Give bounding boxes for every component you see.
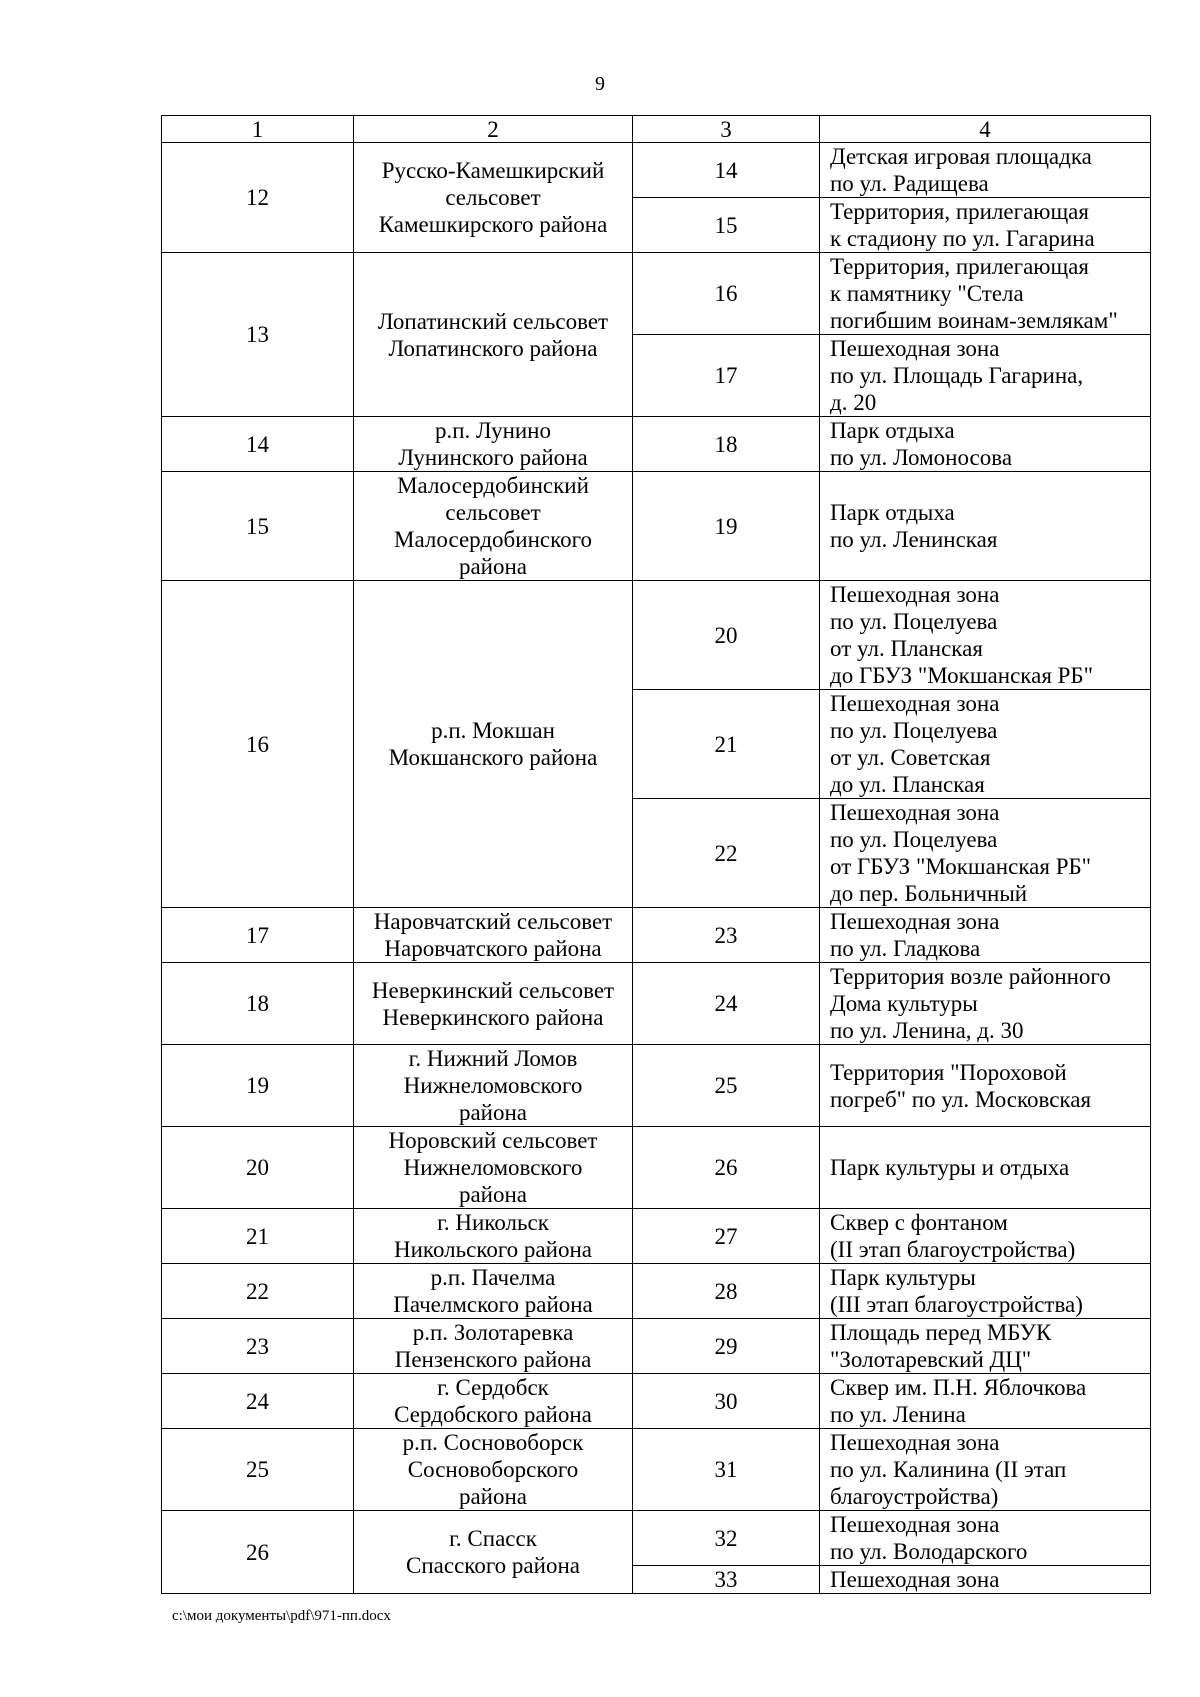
object-number-cell: 27	[633, 1209, 820, 1264]
cell-text-line: Пешеходная зона	[830, 1567, 1000, 1592]
cell-text-line: Пешеходная зона	[830, 1430, 1000, 1455]
cell-text-line: Русско-Камешкирский	[381, 158, 605, 183]
cell-text-line: р.п. Сосновоборск	[402, 1430, 584, 1455]
cell-text-line: Пензенского района	[394, 1347, 592, 1372]
municipality-cell	[354, 472, 633, 581]
object-number-cell: 24	[633, 963, 820, 1045]
object-number-cell: 16	[633, 253, 820, 335]
cell-text-line: Пешеходная зона	[830, 336, 1000, 361]
cell-text-line: Сосновоборского	[407, 1457, 579, 1482]
cell-text-line: Малосердобинский	[397, 473, 589, 498]
object-number-cell: 33	[633, 1566, 820, 1594]
object-description-cell	[820, 1209, 1151, 1264]
object-number-cell: 23	[633, 908, 820, 963]
table-row	[162, 1511, 1151, 1566]
cell-text-line: Территория "Пороховой	[830, 1059, 1067, 1085]
cell-text-line: Сквер с фонтаном	[830, 1210, 1008, 1235]
municipality-cell	[354, 963, 633, 1045]
cell-text-line: к стадиону по ул. Гагарина	[830, 226, 1095, 251]
cell-text-line: погреб" по ул. Московская	[830, 1086, 1092, 1112]
row-number-cell: 15	[162, 472, 354, 581]
cell-text-line: Детская игровая площадка	[830, 144, 1092, 169]
object-number-cell: 22	[633, 799, 820, 908]
municipality-cell	[354, 1264, 633, 1319]
cell-text-line: сельсовет	[445, 185, 541, 210]
table-row	[162, 1209, 1151, 1264]
table-row	[162, 963, 1151, 1045]
object-description-cell	[820, 1045, 1151, 1127]
cell-text-line: Никольского района	[394, 1237, 592, 1262]
row-number-cell: 17	[162, 908, 354, 963]
cell-text-line: (III этап благоустройства)	[830, 1292, 1083, 1317]
object-description-cell	[820, 799, 1151, 908]
row-number-cell: 19	[162, 1045, 354, 1127]
cell-text-line: по ул. Поцелуева	[830, 718, 998, 743]
object-number-cell: 29	[633, 1319, 820, 1374]
municipality-cell	[354, 1319, 633, 1374]
object-number-cell: 25	[633, 1045, 820, 1127]
object-number-cell: 32	[633, 1511, 820, 1566]
cell-text-line: сельсовет	[445, 500, 541, 525]
cell-text-line: г. Сердобск	[437, 1375, 549, 1400]
table-row	[162, 417, 1151, 472]
header-cell-3: 3	[633, 116, 820, 143]
municipality-cell	[354, 1127, 633, 1209]
cell-text-line: Мокшанского района	[388, 745, 598, 770]
cell-text-line: Парк отдыха	[830, 418, 955, 443]
object-description-cell	[820, 963, 1151, 1045]
municipality-cell	[354, 143, 633, 253]
row-number-cell: 16	[162, 581, 354, 908]
cell-text-line: Пешеходная зона	[830, 1512, 1000, 1537]
table-row	[162, 253, 1151, 335]
cell-text-line: г. Спасск	[449, 1526, 537, 1551]
object-description-cell	[820, 1429, 1151, 1511]
object-description-cell	[820, 1511, 1151, 1566]
cell-text-line: р.п. Пачелма	[430, 1265, 556, 1290]
table-row	[162, 1045, 1151, 1127]
cell-text-line: района	[458, 554, 528, 579]
cell-text-line: д. 20	[830, 390, 877, 415]
table-row	[162, 1127, 1151, 1209]
object-description-cell	[820, 1127, 1151, 1209]
cell-text-line: по ул. Ленина, д. 30	[830, 1018, 1024, 1043]
row-number-cell: 21	[162, 1209, 354, 1264]
cell-text-line: Парк отдыха	[830, 500, 955, 525]
object-description-cell	[820, 581, 1151, 690]
document-file-path: c:\мои документы\pdf\971-пп.docx	[172, 1608, 391, 1624]
header-cell-1: 1	[162, 116, 354, 143]
object-description-cell	[820, 198, 1151, 253]
table-row	[162, 1429, 1151, 1511]
cell-text-line: р.п. Золотаревка	[412, 1320, 574, 1345]
municipality-cell	[354, 1429, 633, 1511]
cell-text-line: Нижнеломовского	[403, 1073, 583, 1098]
page-number: 9	[595, 73, 605, 95]
cell-text-line: Неверкинского района	[382, 1004, 604, 1030]
object-number-cell: 30	[633, 1374, 820, 1429]
cell-text-line: Пешеходная зона	[830, 800, 1000, 825]
object-description-cell	[820, 690, 1151, 799]
cell-text-line: Лопатинский сельсовет	[377, 308, 609, 334]
cell-text-line: по ул. Поцелуева	[830, 609, 998, 634]
cell-text-line: по ул. Площадь Гагарина,	[830, 363, 1084, 388]
cell-text-line: Территория возле районного	[830, 964, 1111, 989]
table-row	[162, 1374, 1151, 1429]
cell-text-line: Камешкирского района	[378, 212, 608, 237]
cell-text-line: по ул. Гладкова	[830, 936, 981, 961]
object-description-cell	[820, 1319, 1151, 1374]
cell-text-line: Пешеходная зона	[830, 691, 1000, 716]
cell-text-line: г. Никольск	[437, 1210, 549, 1235]
object-number-cell: 28	[633, 1264, 820, 1319]
object-number-cell: 19	[633, 472, 820, 581]
cell-text-line: Нижнеломовского	[403, 1155, 583, 1180]
cell-text-line: Пешеходная зона	[830, 909, 1000, 934]
object-number-cell: 17	[633, 335, 820, 417]
cell-text-line: по ул. Ломоносова	[830, 445, 1013, 470]
table-row	[162, 1319, 1151, 1374]
cell-text-line: по ул. Радищева	[830, 171, 989, 196]
row-number-cell: 13	[162, 253, 354, 417]
cell-text-line: района	[458, 1484, 528, 1509]
cell-text-line: от ул. Планская	[830, 636, 983, 661]
object-description-cell	[820, 1374, 1151, 1429]
municipality-cell	[354, 253, 633, 417]
row-number-cell: 18	[162, 963, 354, 1045]
object-number-cell: 14	[633, 143, 820, 198]
cell-text-line: по ул. Калинина (II этап	[830, 1457, 1067, 1482]
cell-text-line: (II этап благоустройства)	[830, 1237, 1076, 1262]
municipality-cell	[354, 417, 633, 472]
cell-text-line: по ул. Поцелуева	[830, 827, 998, 852]
municipality-cell	[354, 908, 633, 963]
cell-text-line: р.п. Мокшан	[431, 718, 555, 743]
row-number-cell: 23	[162, 1319, 354, 1374]
cell-text-line: Неверкинский сельсовет	[371, 977, 615, 1003]
object-number-cell: 31	[633, 1429, 820, 1511]
cell-text-line: по ул. Володарского	[830, 1539, 1028, 1564]
document-table	[161, 115, 1151, 1594]
table-row	[162, 908, 1151, 963]
cell-text-line: Парк культуры	[830, 1265, 976, 1290]
row-number-cell: 22	[162, 1264, 354, 1319]
table-row	[162, 581, 1151, 690]
object-description-cell	[820, 472, 1151, 581]
cell-text-line: к памятнику "Стела	[830, 281, 1024, 306]
cell-text-line: Лунинского района	[398, 445, 588, 470]
cell-text-line: Наровчатский сельсовет	[373, 909, 613, 934]
object-description-cell	[820, 417, 1151, 472]
cell-text-line: по ул. Ленинская	[830, 527, 998, 552]
cell-text-line: погибшим воинам-землякам"	[830, 308, 1118, 333]
header-cell-4: 4	[820, 116, 1151, 143]
cell-text-line: Дома культуры	[830, 991, 978, 1016]
cell-text-line: Пешеходная зона	[830, 582, 1000, 607]
cell-text-line: от ГБУЗ "Мокшанская РБ"	[830, 854, 1092, 879]
object-description-cell	[820, 143, 1151, 198]
cell-text-line: по ул. Ленина	[830, 1402, 966, 1427]
row-number-cell: 20	[162, 1127, 354, 1209]
row-number-cell: 25	[162, 1429, 354, 1511]
object-number-cell: 15	[633, 198, 820, 253]
cell-text-line: Сердобского района	[394, 1402, 592, 1427]
object-description-cell	[820, 908, 1151, 963]
municipality-cell	[354, 1511, 633, 1594]
cell-text-line: до ул. Планская	[830, 772, 985, 797]
object-number-cell: 21	[633, 690, 820, 799]
cell-text-line: Территория, прилегающая	[830, 199, 1089, 224]
table-row	[162, 1264, 1151, 1319]
municipality-cell	[354, 1374, 633, 1429]
table-row	[162, 472, 1151, 581]
cell-text-line: Парк культуры и отдыха	[830, 1155, 1070, 1180]
row-number-cell: 24	[162, 1374, 354, 1429]
cell-text-line: Наровчатского района	[384, 936, 602, 961]
cell-text-line: Лопатинского района	[388, 335, 598, 361]
object-description-cell	[820, 1566, 1151, 1594]
object-number-cell: 26	[633, 1127, 820, 1209]
object-description-cell	[820, 253, 1151, 335]
cell-text-line: от ул. Советская	[830, 745, 991, 770]
municipality-cell	[354, 581, 633, 908]
cell-text-line: благоустройства)	[830, 1484, 999, 1509]
header-cell-2: 2	[354, 116, 633, 143]
row-number-cell: 26	[162, 1511, 354, 1594]
object-number-cell: 20	[633, 581, 820, 690]
object-description-cell	[820, 335, 1151, 417]
table-row	[162, 143, 1151, 198]
cell-text-line: района	[458, 1100, 528, 1125]
cell-text-line: Спасского района	[406, 1553, 580, 1578]
cell-text-line: р.п. Лунино	[434, 418, 551, 443]
cell-text-line: Пачелмского района	[393, 1292, 593, 1317]
cell-text-line: до ГБУЗ "Мокшанская РБ"	[830, 663, 1094, 688]
row-number-cell: 12	[162, 143, 354, 253]
table-header-row	[162, 116, 1151, 143]
cell-text-line: района	[458, 1182, 528, 1207]
cell-text-line: Малосердобинского	[394, 527, 592, 552]
municipality-cell	[354, 1045, 633, 1127]
object-number-cell: 18	[633, 417, 820, 472]
cell-text-line: Территория, прилегающая	[830, 254, 1089, 279]
object-description-cell	[820, 1264, 1151, 1319]
cell-text-line: Площадь перед МБУК	[830, 1320, 1052, 1345]
cell-text-line: г. Нижний Ломов	[408, 1046, 578, 1071]
row-number-cell: 14	[162, 417, 354, 472]
municipality-cell	[354, 1209, 633, 1264]
cell-text-line: Норовский сельсовет	[388, 1128, 598, 1153]
cell-text-line: до пер. Больничный	[830, 881, 1028, 906]
cell-text-line: "Золотаревский ДЦ"	[830, 1347, 1032, 1372]
cell-text-line: Сквер им. П.Н. Яблочкова	[830, 1375, 1087, 1400]
